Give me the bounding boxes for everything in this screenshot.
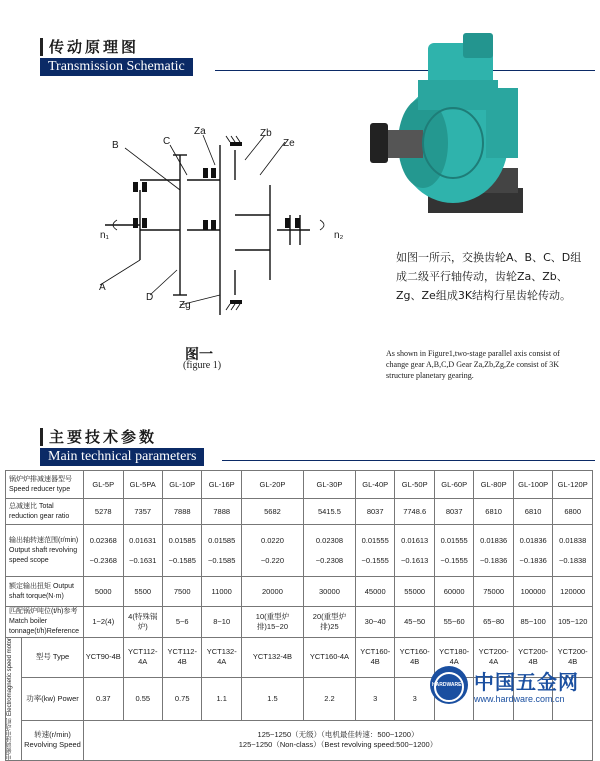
transmission-schematic-diagram [95, 120, 365, 335]
table-cell: 0.01836 ~0.1836 [513, 525, 552, 577]
table-cell: 0.55 [123, 677, 162, 720]
table-cell: 5500 [123, 577, 162, 607]
gear-reducer-photo [368, 18, 528, 230]
table-cell: 6800 [553, 499, 593, 525]
row-label: 转速(r/min) Revolving Speed [22, 720, 84, 760]
table-cell: GL-16P [202, 471, 241, 499]
description-cn: 如图一所示，交换齿轮A、B、C、D组成二级平行轴传动，齿轮Za、Zb、Zg、Ze组成3K结构行星齿轮传动。 [396, 251, 582, 302]
row-label: 型号 Type [22, 638, 84, 678]
row-label: 总减速比 Total reduction gear ratio [6, 499, 84, 525]
table-cell: YCT112-4A [123, 638, 162, 678]
section-title-en: Transmission Schematic [40, 58, 193, 76]
table-cell: 105~120 [553, 607, 593, 638]
table-cell: 0.01613 ~0.1613 [395, 525, 434, 577]
table-cell: 45000 [355, 577, 394, 607]
table-cell: YCT112-4B [162, 638, 201, 678]
table-cell: YCT90-4B [84, 638, 123, 678]
table-cell: 30~40 [355, 607, 394, 638]
label-gear-c: C [163, 136, 171, 147]
table-cell: 0.75 [162, 677, 201, 720]
table-cell: 7888 [202, 499, 241, 525]
table-cell: 7500 [162, 577, 201, 607]
table-cell: 20000 [241, 577, 303, 607]
table-cell: 6810 [474, 499, 513, 525]
table-cell: 100000 [513, 577, 552, 607]
table-cell: YCT200-4B [513, 638, 552, 678]
table-row-revolving [6, 720, 593, 760]
table-cell: YCT200-4B [553, 638, 593, 678]
table-cell: 8037 [355, 499, 394, 525]
label-gear-a: A [99, 282, 106, 293]
section-parameters-heading [40, 428, 204, 466]
table-cell: 0.01631 ~0.1631 [123, 525, 162, 577]
row-label: 锅炉炉排减速器型号 Speed reducer type [6, 471, 84, 499]
row-label: 功率(kw) Power [22, 677, 84, 720]
figure-caption-cn: 图一 [185, 347, 213, 363]
table-cell: 1.1 [202, 677, 241, 720]
section-schematic-heading [40, 38, 193, 76]
table-cell: 4(特殊锅炉) [123, 607, 162, 638]
table-cell: GL-50P [395, 471, 434, 499]
table-cell: 6810 [513, 499, 552, 525]
table-cell: YCT160-4A [303, 638, 355, 678]
table-cell: 5~6 [162, 607, 201, 638]
table-cell: 55~60 [434, 607, 473, 638]
table-cell: 8037 [434, 499, 473, 525]
table-cell: 7888 [162, 499, 201, 525]
section-rule [222, 460, 595, 461]
site-watermark-logo [430, 664, 598, 712]
row-label: 输出轴转速范围(r/min) Output shaft revolving speed scope [6, 525, 84, 577]
table-cell: 65~80 [474, 607, 513, 638]
row-label: 额定输出扭矩 Output shaft torque(N·m) [6, 577, 84, 607]
table-row-type [6, 471, 593, 499]
table-cell: GL-60P [434, 471, 473, 499]
label-input-n1: n₁ [100, 230, 109, 241]
table-cell: 45~50 [395, 607, 434, 638]
table-cell: 0.01555 ~0.1555 [355, 525, 394, 577]
table-cell: 125~1250（无级）（电机最佳转速：500~1200） 125~1250（Non-class）（Best revolving speed:500~1200） [84, 720, 593, 760]
motor-group-label: 电磁调速电动机 Electromagnetic speed motor [6, 638, 22, 761]
table-cell: 10(重型炉排)15~20 [241, 607, 303, 638]
table-cell: 0.02308 ~0.2308 [303, 525, 355, 577]
table-cell: YCT160-4B [395, 638, 434, 678]
label-output-n2: n₂ [334, 230, 344, 241]
table-row-speed [6, 525, 593, 577]
table-cell: 0.02368 ~0.2368 [84, 525, 123, 577]
table-cell: GL-120P [553, 471, 593, 499]
table-cell: YCT132-4A [202, 638, 241, 678]
table-cell: GL-10P [162, 471, 201, 499]
label-gear-za: Za [194, 126, 206, 137]
table-cell: GL-30P [303, 471, 355, 499]
table-cell: 120000 [553, 577, 593, 607]
table-cell: 11000 [202, 577, 241, 607]
table-cell: YCT132-4B [241, 638, 303, 678]
logo-word: HARDWARE [432, 682, 462, 688]
table-cell: YCT160-4B [355, 638, 394, 678]
table-cell: 30000 [303, 577, 355, 607]
label-gear-b: B [112, 140, 119, 151]
table-cell: 5682 [241, 499, 303, 525]
table-cell: 0.37 [84, 677, 123, 720]
logo-site-name: 中国五金网 [474, 670, 579, 694]
label-gear-ze: Ze [283, 138, 295, 149]
section-title-cn: 传动原理图 [40, 38, 193, 56]
table-cell: GL-40P [355, 471, 394, 499]
section-title-cn: 主要技术参数 [40, 428, 204, 446]
table-row-ratio [6, 499, 593, 525]
table-cell: 1~2(4) [84, 607, 123, 638]
table-cell: 0.01555 ~0.1555 [434, 525, 473, 577]
section-title-en: Main technical parameters [40, 448, 204, 466]
row-label: 匹配锅炉吨位(t/h)参考 Match boiler tonnage(t/h)Reference [6, 607, 84, 638]
table-cell: YCT180-4A [434, 638, 473, 678]
table-cell: GL-20P [241, 471, 303, 499]
figure-caption-en: (figure 1) [183, 360, 222, 371]
table-cell: GL-5PA [123, 471, 162, 499]
table-cell: 2.2 [303, 677, 355, 720]
table-cell: GL-80P [474, 471, 513, 499]
label-gear-zg: Zg [179, 300, 191, 311]
table-cell: 55000 [395, 577, 434, 607]
specs-table [5, 470, 593, 761]
label-gear-d: D [146, 292, 154, 303]
table-cell: 0.01585 ~0.1585 [162, 525, 201, 577]
table-cell: 3 [395, 677, 434, 720]
table-cell: 85~100 [513, 607, 552, 638]
table-cell: 60000 [434, 577, 473, 607]
table-cell: 0.0220 ~0.220 [241, 525, 303, 577]
table-cell: 5415.5 [303, 499, 355, 525]
table-cell: GL-5P [84, 471, 123, 499]
table-cell: 0.01836 ~0.1836 [474, 525, 513, 577]
table-row-boiler [6, 607, 593, 638]
table-cell: 20(重型炉排)25 [303, 607, 355, 638]
label-gear-zb: Zb [260, 128, 272, 139]
table-cell: 7357 [123, 499, 162, 525]
table-cell: 75000 [474, 577, 513, 607]
description-en: As shown in Figure1,two-stage parallel axis consist of change gear A,B,C,D Gear Za,Zb,Zg,Ze consist of 3K structure planetary gearing. [386, 349, 560, 380]
table-cell: 1.5 [241, 677, 303, 720]
table-cell: 7748.6 [395, 499, 434, 525]
table-cell: 5278 [84, 499, 123, 525]
table-cell: YCT200-4A [474, 638, 513, 678]
table-row-torque [6, 577, 593, 607]
table-cell: GL-100P [513, 471, 552, 499]
table-cell: 0.01585 ~0.1585 [202, 525, 241, 577]
table-cell: 0.01838 ~0.1838 [553, 525, 593, 577]
table-cell: 8~10 [202, 607, 241, 638]
logo-url: www.hardware.com.cn [474, 694, 565, 704]
table-cell: 3 [355, 677, 394, 720]
table-cell: 5000 [84, 577, 123, 607]
